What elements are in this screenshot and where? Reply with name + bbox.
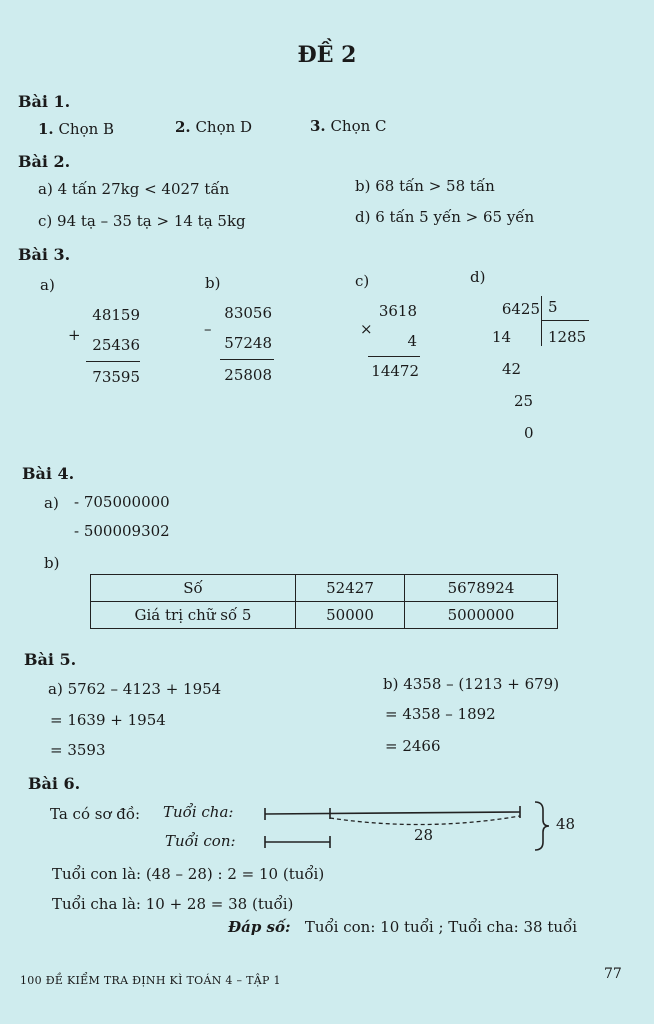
bai3-d-vrule xyxy=(541,296,542,346)
table-cell: 52427 xyxy=(296,575,405,602)
bai3-c-result: 14472 xyxy=(371,362,419,380)
bai6-father-label: Tuổi cha: xyxy=(163,803,234,821)
bai6-son-calc: Tuổi con là: (48 – 28) : 2 = 10 (tuổi) xyxy=(52,865,325,883)
bai2-a: a) 4 tấn 27kg < 4027 tấn xyxy=(38,180,230,198)
bai5-a2: = 1639 + 1954 xyxy=(50,711,166,729)
page-title: ĐỀ 2 xyxy=(297,42,357,68)
bai5-b2: = 4358 – 1892 xyxy=(385,705,496,723)
bai6-son-label: Tuổi con: xyxy=(165,832,236,850)
bai3-d-step-2: 42 xyxy=(502,360,522,378)
bai4-heading: Bài 4. xyxy=(22,464,75,483)
bai4-b-label: b) xyxy=(44,554,60,572)
bai5-b1: b) 4358 – (1213 + 679) xyxy=(383,675,560,693)
bai1-heading: Bài 1. xyxy=(18,92,71,111)
bai3-c-op: × xyxy=(360,320,373,338)
bai3-b-n1: 83056 xyxy=(224,304,272,322)
bai3-d-hrule xyxy=(541,320,589,321)
bai1-item-2: 2. Chọn D xyxy=(175,118,253,136)
bai4-a1: - 705000000 xyxy=(74,493,170,511)
bai3-d-quotient: 1285 xyxy=(548,328,587,346)
bai5-a3: = 3593 xyxy=(50,741,106,759)
bai3-d-label: d) xyxy=(470,268,486,286)
bai3-a-op: + xyxy=(68,326,81,344)
table-cell: 5678924 xyxy=(405,575,558,602)
table-cell: 50000 xyxy=(296,602,405,629)
bai3-b-result: 25808 xyxy=(224,366,272,384)
bai3-a-label: a) xyxy=(40,276,55,294)
bai3-b-n2: 57248 xyxy=(224,334,272,352)
place-value-table xyxy=(90,574,558,629)
table-row xyxy=(91,602,558,629)
bai3-b-op: – xyxy=(204,320,212,338)
bai4-a2: - 500009302 xyxy=(74,522,170,540)
bai6-diff-label: 28 xyxy=(414,826,434,844)
bai3-d-step-1: 14 xyxy=(492,328,512,346)
book-title-footer: 100 ĐỀ KIỂM TRA ĐỊNH KÌ TOÁN 4 – TẬP 1 xyxy=(20,974,281,987)
bai1-item-1: 1. Chọn B xyxy=(38,120,115,138)
bai3-a-result: 73595 xyxy=(92,368,140,386)
bai3-d-dividend: 6425 xyxy=(501,300,540,318)
bai1-item-3: 3. Chọn C xyxy=(310,117,387,135)
bai3-c-label: c) xyxy=(355,272,370,290)
bai3-a-rule xyxy=(86,361,140,362)
bai6-sum-label: 48 xyxy=(556,815,576,833)
bai3-heading: Bài 3. xyxy=(18,245,71,264)
table-cell: Số xyxy=(91,575,296,602)
bai3-b-label: b) xyxy=(205,274,221,292)
table-cell: Giá trị chữ số 5 xyxy=(91,602,296,629)
bai3-c-n1: 3618 xyxy=(378,302,417,320)
bai2-b: b) 68 tấn > 58 tấn xyxy=(355,177,495,195)
bai2-d: d) 6 tấn 5 yến > 65 yến xyxy=(355,208,535,226)
bai6-heading: Bài 6. xyxy=(28,774,81,793)
bai6-answer: Đáp số: Tuổi con: 10 tuổi ; Tuổi cha: 38 tuổi xyxy=(228,918,578,936)
bai3-d-step-4: 0 xyxy=(524,424,534,442)
bai3-c-n2: 4 xyxy=(407,332,417,350)
bai3-a-n1: 48159 xyxy=(92,306,140,324)
bai2-c: c) 94 tạ – 35 tạ > 14 tạ 5kg xyxy=(38,212,246,230)
bai3-a-n2: 25436 xyxy=(92,336,140,354)
page-number: 77 xyxy=(604,966,622,982)
bai3-c-rule xyxy=(368,356,420,357)
bai5-b3: = 2466 xyxy=(385,737,441,755)
bai3-d-divisor: 5 xyxy=(548,298,558,316)
bai4-a-label: a) xyxy=(44,494,59,512)
table-cell: 5000000 xyxy=(405,602,558,629)
bai6-diagram-label: Ta có sơ đồ: xyxy=(50,805,141,823)
bai5-heading: Bài 5. xyxy=(24,650,77,669)
bai5-a1: a) 5762 – 4123 + 1954 xyxy=(48,680,222,698)
bai3-b-rule xyxy=(220,359,274,360)
bai2-heading: Bài 2. xyxy=(18,152,71,171)
bai6-father-calc: Tuổi cha là: 10 + 28 = 38 (tuổi) xyxy=(52,895,294,913)
bai3-d-step-3: 25 xyxy=(514,392,534,410)
table-row xyxy=(91,575,558,602)
